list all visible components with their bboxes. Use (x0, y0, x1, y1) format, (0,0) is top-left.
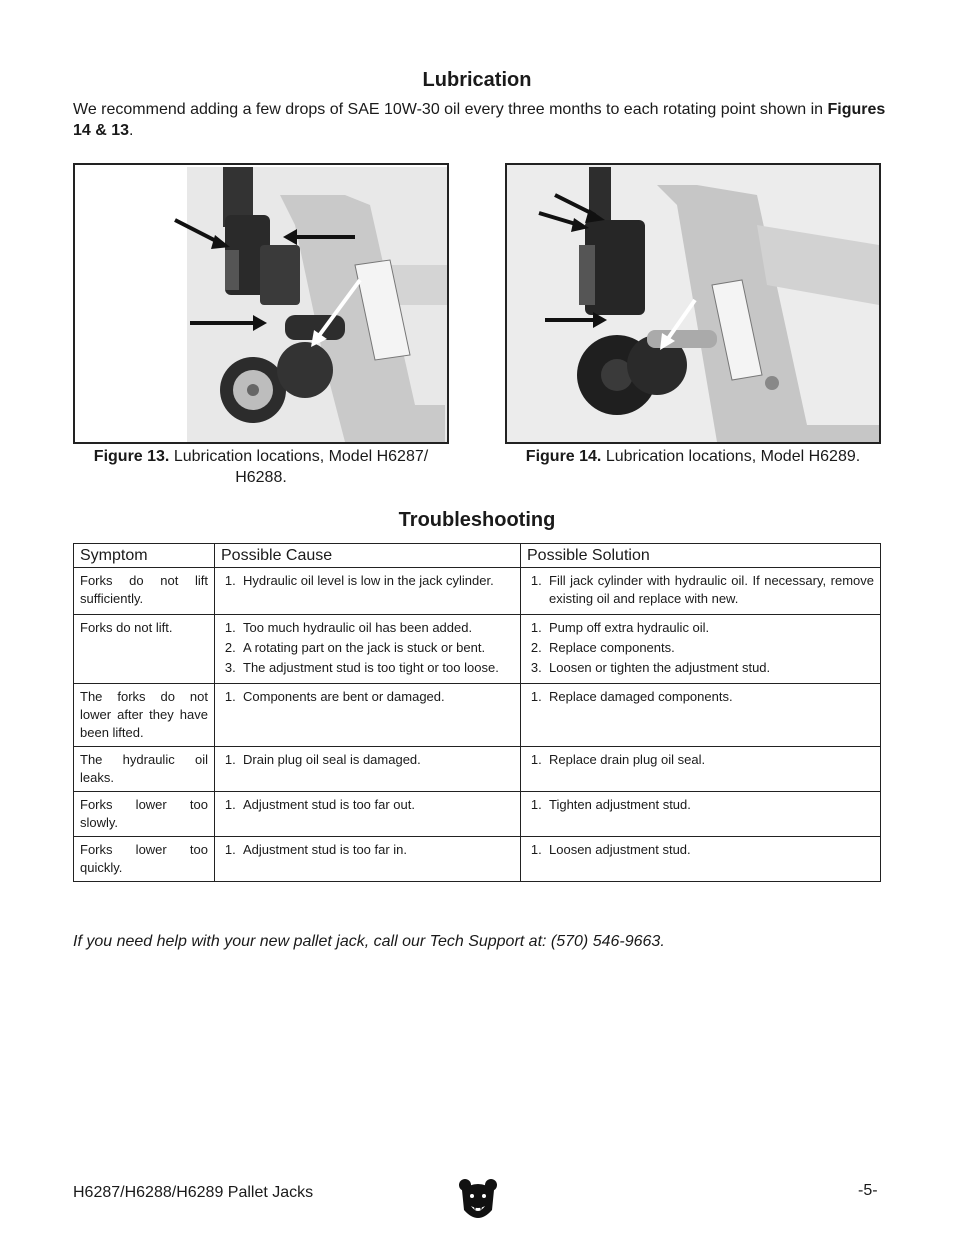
solution-list (527, 572, 874, 608)
symptom-cell: The hydraulic oil leaks. (74, 747, 215, 792)
solution-item: 1. Pump off extra hydraulic oil. (549, 619, 874, 637)
solution-item: 3. Loosen or tighten the adjustment stud. (549, 659, 874, 677)
header-symptom: Symptom (74, 544, 215, 568)
cause-item: 3. The adjustment stud is too tight or too loose. (243, 659, 514, 677)
cause-item: 1. Hydraulic oil level is low in the jack cylinder. (243, 572, 514, 590)
lubrication-text-figures-ref: Figures 14 & 13 (73, 101, 886, 139)
table-row (74, 747, 881, 792)
solution-item: 1. Replace drain plug oil seal. (549, 751, 874, 769)
cause-cell (215, 837, 521, 882)
solution-list (527, 619, 874, 677)
solution-cell (521, 792, 881, 837)
cause-cell (215, 684, 521, 747)
lubrication-title: Lubrication (422, 69, 532, 91)
table-row (74, 792, 881, 837)
figure-14-photo (505, 163, 881, 444)
table-header-row (74, 544, 881, 568)
solution-cell (521, 615, 881, 684)
solution-cell (521, 568, 881, 615)
cause-cell (215, 615, 521, 684)
figure-14-caption-text: Lubrication locations, Model H6289. (601, 448, 861, 465)
lubrication-text-main: We recommend adding a few drops of SAE 10W-30 oil every three months to each rotating point shown in (73, 101, 828, 118)
solution-cell (521, 747, 881, 792)
cause-cell (215, 747, 521, 792)
solution-list (527, 796, 874, 814)
lubrication-text (73, 99, 888, 141)
figure-14-caption (505, 446, 881, 467)
solution-cell (521, 837, 881, 882)
footer-product-name: H6287/H6288/H6289 Pallet Jacks (73, 1184, 314, 1201)
troubleshooting-table (73, 543, 881, 882)
header-possible-cause: Possible Cause (215, 544, 521, 568)
cause-cell (215, 792, 521, 837)
cause-list (221, 841, 514, 859)
symptom-cell: Forks do not lift sufficiently. (74, 568, 215, 615)
table-row (74, 684, 881, 747)
figure-13-photo (73, 163, 449, 444)
table-row (74, 568, 881, 615)
cause-cell (215, 568, 521, 615)
cause-item: 1. Adjustment stud is too far in. (243, 841, 514, 859)
cause-item: 1. Too much hydraulic oil has been added. (243, 619, 514, 637)
figure-13-caption (73, 446, 449, 488)
table-row (74, 615, 881, 684)
header-possible-solution: Possible Solution (521, 544, 881, 568)
help-text: If you need help with your new pallet jack, call our Tech Support at: (570) 546-9663. (73, 933, 665, 950)
bear-head-icon (458, 1176, 498, 1224)
cause-list (221, 619, 514, 677)
figure-13-label: Figure 13. (93, 448, 170, 465)
solution-item: 1. Loosen adjustment stud. (549, 841, 874, 859)
troubleshooting-title: Troubleshooting (398, 509, 556, 531)
cause-list (221, 572, 514, 590)
lubrication-text-end: . (129, 122, 134, 139)
symptom-cell: Forks lower too slowly. (74, 792, 215, 837)
troubleshooting-table-body (74, 568, 881, 882)
cause-item: 1. Components are bent or damaged. (243, 688, 514, 706)
symptom-cell: Forks do not lift. (74, 615, 215, 684)
page-number: -5- (858, 1182, 878, 1199)
solution-item: 1. Tighten adjustment stud. (549, 796, 874, 814)
solution-list (527, 751, 874, 769)
cause-list (221, 688, 514, 706)
solution-item: 2. Replace components. (549, 639, 874, 657)
figure-13-caption-text: Lubrication locations, Model H6287/ H6288. (169, 448, 429, 486)
solution-list (527, 841, 874, 859)
cause-list (221, 751, 514, 769)
solution-cell (521, 684, 881, 747)
solution-list (527, 688, 874, 706)
table-row (74, 837, 881, 882)
solution-item: 1. Fill jack cylinder with hydraulic oil. If necessary, remove existing oil and replace with new. (549, 572, 874, 608)
solution-item: 1. Replace damaged components. (549, 688, 874, 706)
figure-14-label: Figure 14. (525, 448, 602, 465)
symptom-cell: Forks lower too quickly. (74, 837, 215, 882)
cause-item: 1. Adjustment stud is too far out. (243, 796, 514, 814)
cause-list (221, 796, 514, 814)
cause-item: 2. A rotating part on the jack is stuck or bent. (243, 639, 514, 657)
symptom-cell: The forks do not lower after they have been lifted. (74, 684, 215, 747)
cause-item: 1. Drain plug oil seal is damaged. (243, 751, 514, 769)
